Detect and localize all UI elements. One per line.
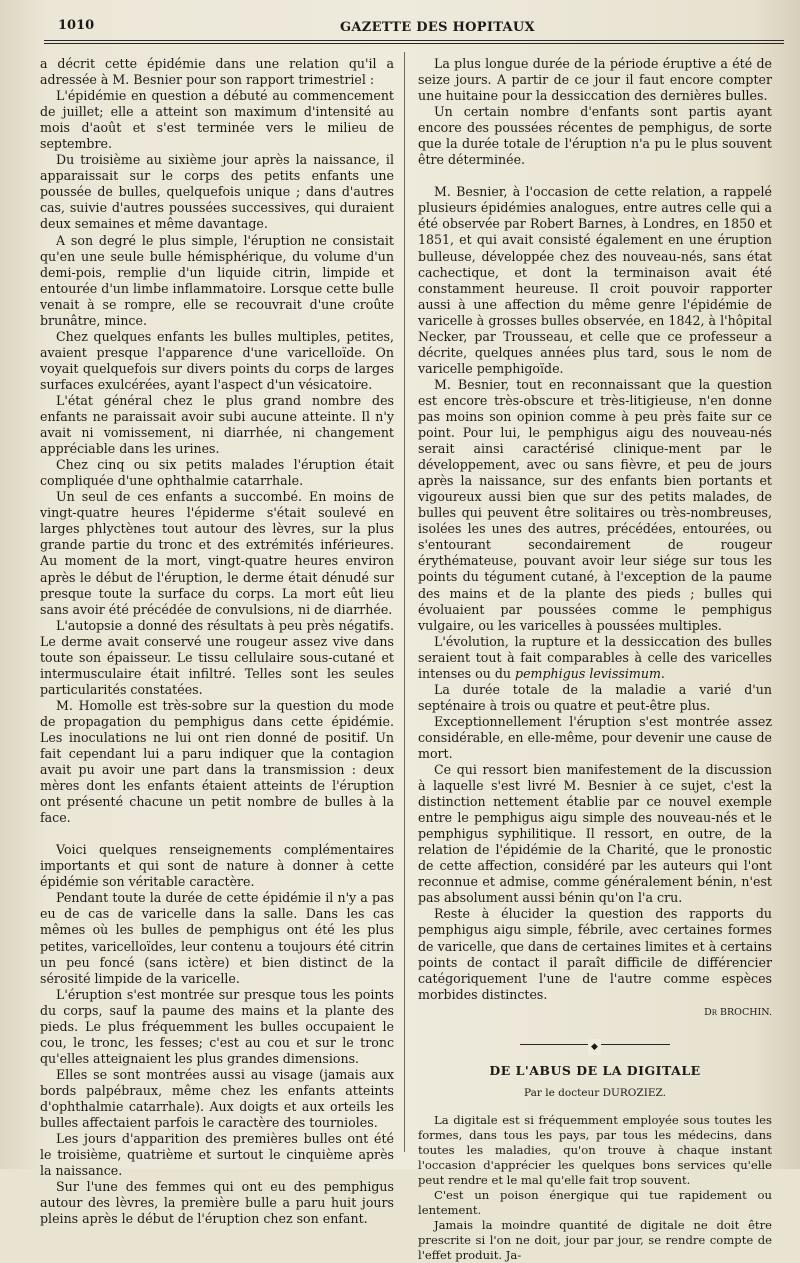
page-number: 1010 [58,18,95,33]
paragraph: L'état général chez le plus grand nombre des enfants ne paraissait avoir subi aucune atteinte. Il n'y avait ni vomissement, ni diarrhée, ni changement appréciable dans les urines. [40,392,394,457]
header-rule [44,40,784,41]
paragraph: Un seul de ces enfants a succombé. En moins de vingt-quatre heures l'épiderme s'était soulevé en larges phlyctènes tout autour des lèvres, sur la plus grande partie du tronc et des extrémités inférieures. Au moment de la mort, vingt-quatre heures environ après le début de l'éruption, le derme était dénudé sur presque toute la surface du corps. La mort eût lieu sans avoir été précédée de convulsions, ni de diarrhée. [40,489,394,617]
italic-term: pemphigus levissimum. [515,665,665,681]
paragraph: M. Besnier, à l'occasion de cette relation, a rappelé plusieurs épidémies analogues, entre autres celle qui a été observée par Robert Barnes, à Londres, en 1850 et 1851, et qui avait consisté également en une éruption bulleuse, développée chez des nouveau-nés, sans état cachectique, et dont la terminaison avait été constamment heureuse. Il croit pouvoir rapporter aussi à une affection du même genre l'épidémie de varicelle à grosses bulles observée, en 1842, à l'hôpital Necker, par Trousseau, et celle que ce professeur a décrite, quelques années plus tard, sous le nom de varicelle pemphigoïde. [418,184,772,376]
right-column [418,56,772,1263]
paragraph [418,634,772,682]
paragraph: Ce qui ressort bien manifestement de la discussion à laquelle s'est livré M. Besnier à ce sujet, c'est la distinction nettement établie par ce nouvel exemple entre le pemphigus aigu simple des nouveau-nés et le pemphigus syphilitique. Il ressort, en outre, de la relation de l'épidémie de la Charité, que le pronostic de cette affection, considéré par les auteurs qui l'ont reconnue et admise, comme généralement bénin, n'est pas absolument aussi bénin qu'on l'a cru. [418,762,772,906]
paragraph: M. Homolle est très-sobre sur la question du mode de propagation du pemphigus dans cette épidémie. Les inoculations ne lui ont rien donné de positif. Un fait cependant lui a paru indiquer que la contagion avait pu avoir une part dans la transmission : deux mères dont les enfants étaient atteints de l'éruption ont présenté chacune un petit nombre de bulles à la face. [40,697,394,826]
article-byline: Par le docteur DUROZIEZ. [524,1086,666,1099]
paragraph: Sur l'une des femmes qui ont eu des pemphigus autour des lèvres, la première bulle a paru huit jours pleins après le début de l'éruption chez son enfant. [40,1179,394,1227]
paragraph: a décrit cette épidémie dans une relation qu'il a adressée à M. Besnier pour son rapport trimestriel : [40,56,394,88]
paragraph: Du troisième au sixième jour après la naissance, il apparaissait sur le corps des petits enfants une poussée de bulles, quelquefois unique ; dans d'autres cas, suivie d'autres poussées successives, qui duraient deux semaines et même davantage. [40,152,394,232]
paragraph: Les jours d'apparition des premières bulles ont été le troisième, quatrième et surtout le cinquième après la naissance. [40,1131,394,1179]
paragraph: A son degré le plus simple, l'éruption ne consistait qu'en une seule bulle hémisphérique, du volume d'un demi-pois, remplie d'un liquide citrin, limpide et entourée d'un limbe inflammatoire. Lorsque cette bulle venait à se rompre, elle se recouvrait d'une croûte brunâtre, mince. [40,232,394,328]
separator-ornament: ◆ [588,1039,601,1055]
paragraph: Chez cinq ou six petits malades l'éruption était compliquée d'une ophthalmie catarrhale. [40,457,394,489]
paragraph: Voici quelques renseignements complémentaires importants et qui sont de nature à donner à cette épidémie son véritable caractère. [40,842,394,890]
paragraph: L'épidémie en question a débuté au commencement de juillet; elle a atteint son maximum d'intensité au mois d'août et s'est terminée vers le milieu de septembre. [40,88,394,152]
paragraph: Reste à élucider la question des rapports du pemphigus aigu simple, fébrile, avec certaines formes de varicelle, que dans de certaines limites et à certains points de contact il paraît difficile de différencier catégoriquement l'une de l'autre comme espèces morbides distinctes. [418,906,772,1002]
running-title: GAZETTE DES HOPITAUX [340,20,535,35]
paragraph: Jamais la moindre quantité de digitale ne doit être prescrite si l'on ne doit, jour par jour, se rendre compte de l'effet produit. Ja- [418,1217,772,1262]
paragraph: La durée totale de la maladie a varié d'un septénaire à trois ou quatre et peut-être plus. [418,681,772,713]
paragraph: Elles se sont montrées aussi au visage (jamais aux bords palpébraux, même chez les enfants atteints d'ophthalmie catarrhale). Aux doigts et aux orteils les bulles affectaient parfois le caractère des tournioles. [40,1066,394,1131]
paragraph: La digitale est si fréquemment employée sous toutes les formes, dans tous les pays, par tous les médecins, dans toutes les maladies, qu'on trouve à chaque instant l'occasion d'apprécier les quelques bons services qu'elle peut rendre et le mal qu'elle fait trop souvent. [418,1112,772,1187]
paragraph: La plus longue durée de la période éruptive a été de seize jours. A partir de ce jour il faut encore compter une huitaine pour la dessiccation des dernières bulles. [418,56,772,104]
paragraph: Un certain nombre d'enfants sont partis ayant encore des poussées récentes de pemphigus, de sorte que la durée totale de l'éruption n'a pu le plus souvent être déterminée. [418,104,772,168]
author-signature: Dr BROCHIN. [704,1006,772,1018]
paragraph-text: L'évolution, la rupture et la dessiccation des bulles seraient tout à fait comparables à celle des varicelles intenses ou du [418,633,772,681]
paragraph: Pendant toute la durée de cette épidémie il n'y a pas eu de cas de varicelle dans la salle. Dans les cas mêmes où les bulles de pemphigus ont été les plus petites, varicelloïdes, leur contenu a toujours été citrin un peu foncé (sans ictère) et bien distinct de la sérosité limpide de la varicelle. [40,890,394,986]
paragraph: Exceptionnellement l'éruption s'est montrée assez considérable, en elle-même, pour devenir une cause de mort. [418,713,772,761]
page-header [40,12,780,38]
header-rule-thin [44,43,784,44]
article-title: DE L'ABUS DE LA DIGITALE [489,1062,701,1078]
paragraph: M. Besnier, tout en reconnaissant que la question est encore très-obscure et très-litigieuse, n'en donne pas moins son opinion comme à peu près faite sur ce point. Pour lui, le pemphigus aigu des nouveau-nés serait ainsi caractérisé clinique-ment par le développement, avec ou sans fièvre, et peu de jours après la naissance, sur des enfants bien portants et vigoureux aussi bien que sur des petits malades, de bulles qui peuvent être solitaires ou très-nombreuses, isolées les unes des autres, précédées, entourées, ou s'entourant secondairement de rougeur érythémateuse, pouvant avoir leur siége sur tous les points du tégument cutané, à l'exception de la paume des mains et de la plante des pieds ; bulles qui évoluaient par poussées comme le pemphigus vulgaire, ou les varicelles à poussées multiples. [418,376,772,633]
paragraph: C'est un poison énergique qui tue rapidement ou lentement. [418,1187,772,1217]
paragraph: L'autopsie a donné des résultats à peu près négatifs. Le derme avait conservé une rougeur assez vive dans toute son épaisseur. Le tissu cellulaire sous-cutané et intermusculaire était infiltré. Telles sont les seules particularités constatées. [40,617,394,697]
left-column [40,56,394,1227]
article-separator [520,1039,670,1052]
column-divider [404,52,405,1152]
paragraph: Chez quelques enfants les bulles multiples, petites, avaient presque l'apparence d'une varicelloïde. On voyait quelquefois sur divers points du corps de larges surfaces exulcérées, ayant l'aspect d'un vésicatoire. [40,328,394,392]
paragraph: L'éruption s'est montrée sur presque tous les points du corps, sauf la paume des mains et la plante des pieds. Le plus fréquemment les bulles occupaient le cou, le tronc, les fesses; c'est au cou et sur le tronc qu'elles atteignaient les plus grandes dimensions. [40,986,394,1066]
